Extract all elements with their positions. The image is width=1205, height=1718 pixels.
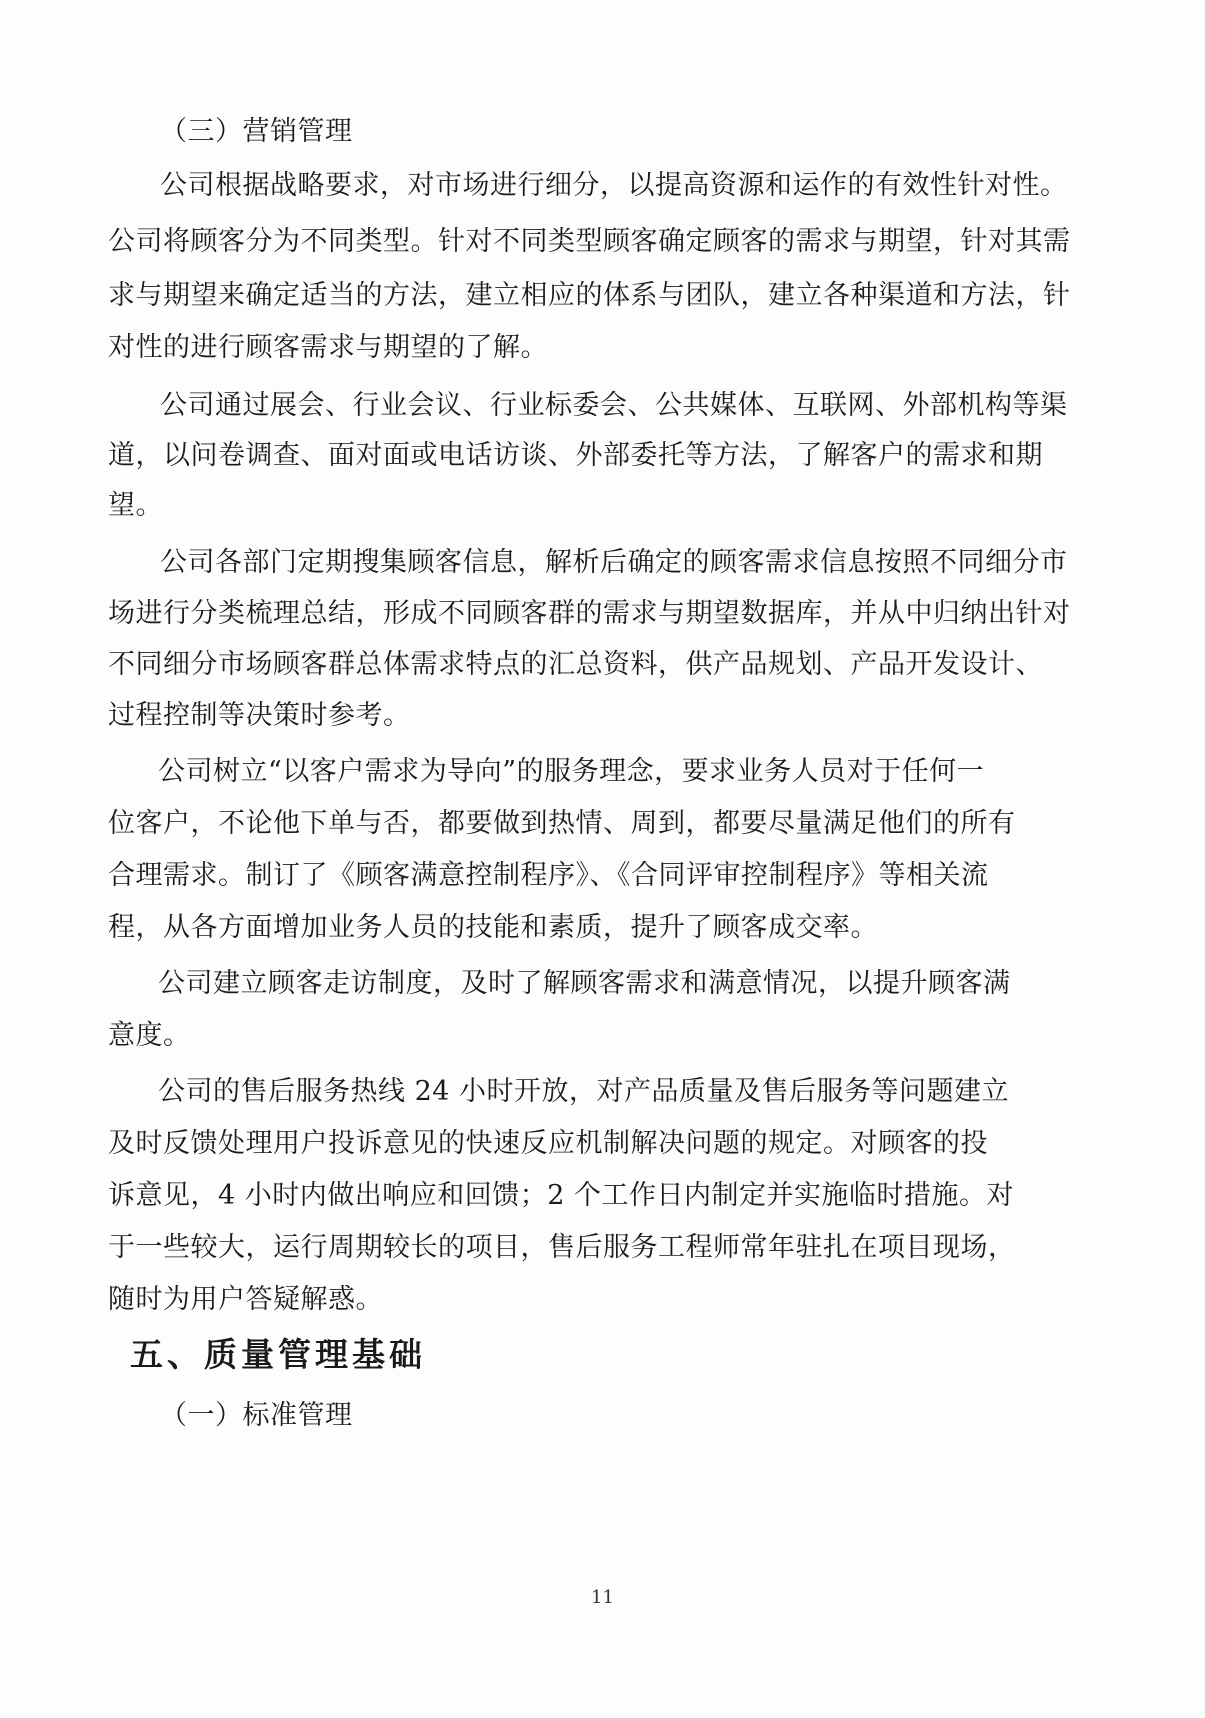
paragraph-line: 合理需求。制订了《顾客满意控制程序》、《合同评审控制程序》等相关流: [108, 860, 989, 891]
paragraph-line: 对性的进行顾客需求与期望的了解。: [108, 332, 548, 363]
paragraph-line: 道，以问卷调查、面对面或电话访谈、外部委托等方法，了解客户的需求和期: [108, 440, 1043, 471]
paragraph-line: 公司根据战略要求，对市场进行细分，以提高资源和运作的有效性针对性。: [160, 170, 1068, 201]
paragraph-line: 公司通过展会、行业会议、行业标委会、公共媒体、互联网、外部机构等渠: [160, 390, 1068, 421]
section-heading: （三）营销管理: [160, 116, 353, 147]
paragraph-line: 不同细分市场顾客群总体需求特点的汇总资料，供产品规划、产品开发设计、: [108, 649, 1043, 680]
paragraph-line: 场进行分类梳理总结，形成不同顾客群的需求与期望数据库，并从中归纳出针对: [108, 598, 1071, 629]
paragraph-line: 过程控制等决策时参考。: [108, 700, 411, 731]
paragraph-line: 于一些较大，运行周期较长的项目，售后服务工程师常年驻扎在项目现场，: [108, 1232, 1016, 1263]
paragraph-line: 公司的售后服务热线 24 小时开放，对产品质量及售后服务等问题建立: [158, 1076, 1010, 1107]
paragraph-line: 求与期望来确定适当的方法，建立相应的体系与团队，建立各种渠道和方法，针: [108, 280, 1071, 311]
paragraph-line: 诉意见，4 小时内做出响应和回馈；2 个工作日内制定并实施临时措施。对: [108, 1180, 1015, 1211]
paragraph-line: 程，从各方面增加业务人员的技能和素质，提升了顾客成交率。: [108, 912, 878, 943]
paragraph-line: 公司各部门定期搜集顾客信息，解析后确定的顾客需求信息按照不同细分市: [160, 547, 1068, 578]
subsection-heading: （一）标准管理: [160, 1400, 353, 1431]
chapter-heading: 五、质量管理基础: [130, 1335, 426, 1374]
paragraph-line: 随时为用户答疑解惑。: [108, 1284, 383, 1315]
paragraph-line: 及时反馈处理用户投诉意见的快速反应机制解决问题的规定。对顾客的投: [108, 1128, 988, 1159]
paragraph-line: 位客户，不论他下单与否，都要做到热情、周到，都要尽量满足他们的所有: [108, 808, 1016, 839]
paragraph-line: 公司树立“以客户需求为导向”的服务理念，要求业务人员对于任何一: [158, 756, 985, 787]
paragraph-line: 公司将顾客分为不同类型。针对不同类型顾客确定顾客的需求与期望，针对其需: [108, 226, 1071, 257]
paragraph-line: 望。: [108, 490, 163, 521]
paragraph-line: 公司建立顾客走访制度，及时了解顾客需求和满意情况，以提升顾客满: [158, 968, 1011, 999]
page-number: 11: [591, 1587, 614, 1608]
paragraph-line: 意度。: [108, 1020, 191, 1051]
